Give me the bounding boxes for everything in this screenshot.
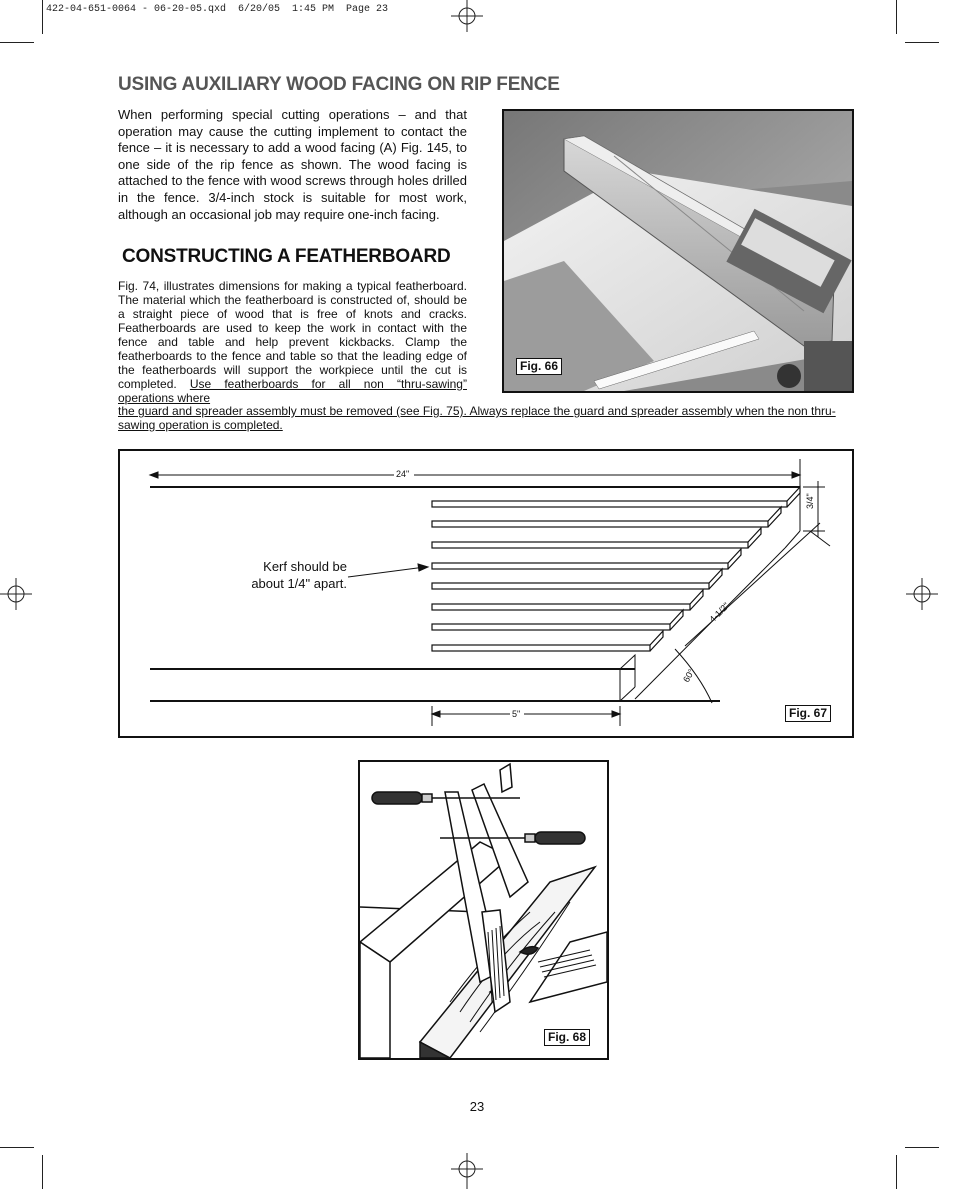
heading-constructing-featherboard: CONSTRUCTING A FEATHERBOARD [122, 246, 451, 267]
page-number: 23 [469, 1099, 485, 1114]
figure-68 [358, 760, 609, 1060]
featherboard-clamp-illustration [360, 762, 607, 1058]
rip-fence-photo [504, 111, 852, 391]
dim-finger-text: 4-1/2" [707, 600, 732, 625]
dim-width-text: 3/4" [805, 493, 815, 509]
figure-66-label: Fig. 66 [516, 358, 562, 375]
kerf-note-line1: Kerf should be [263, 559, 347, 574]
kerf-note-line2: about 1/4" apart. [251, 576, 347, 591]
figure-68-label: Fig. 68 [544, 1029, 590, 1046]
dim-length-text: 24" [396, 469, 410, 479]
dim-base-text: 5" [512, 709, 521, 719]
featherboard-diagram [120, 451, 852, 736]
paragraph-featherboard-text: Fig. 74, illustrates dimensions for making a typical featherboard. The material which the featherboard is constructed of, should be a straight piece of wood that is free of knots and cracks. Featherboards are used to keep the work in contact with the fence and table and help prevent kickbacks. Clamp the featherboards to the fence and table so that the leading edge of the featherboards will support the workpiece until the cut is completed. [118, 279, 467, 391]
paragraph-featherboard-continued [118, 404, 854, 432]
figure-67-label: Fig. 67 [785, 705, 831, 722]
heading-auxiliary-wood-facing: USING AUXILIARY WOOD FACING ON RIP FENCE [118, 74, 560, 95]
paragraph-auxiliary-wood-facing: When performing special cutting operations – and that operation may cause the cutting implement to contact the fence – it is necessary to add a wood facing (A) Fig. 145, to one side of the rip fence as shown. The wood facing is attached to the fence with wood screws through holes drilled in the fence. 3/4-inch stock is suitable for most work, although an occasional job may require one-inch facing. [118, 107, 467, 222]
figure-67 [118, 449, 854, 738]
paragraph-featherboard [118, 279, 467, 405]
dim-angle-text: 60° [681, 667, 697, 684]
paragraph-featherboard-warning-b: the guard and spreader assembly must be removed (see Fig. 75). Always replace the guard and spreader assembly when the non thru-sawing operation is completed. [118, 404, 836, 432]
paragraph-featherboard-warning-a: Use featherboards for all non “thru-sawing” operations where [118, 377, 467, 405]
figure-66 [502, 109, 854, 393]
header-slug: 422-04-651-0064 - 06-20-05.qxd 6/20/05 1:45 PM Page 23 [46, 4, 389, 15]
